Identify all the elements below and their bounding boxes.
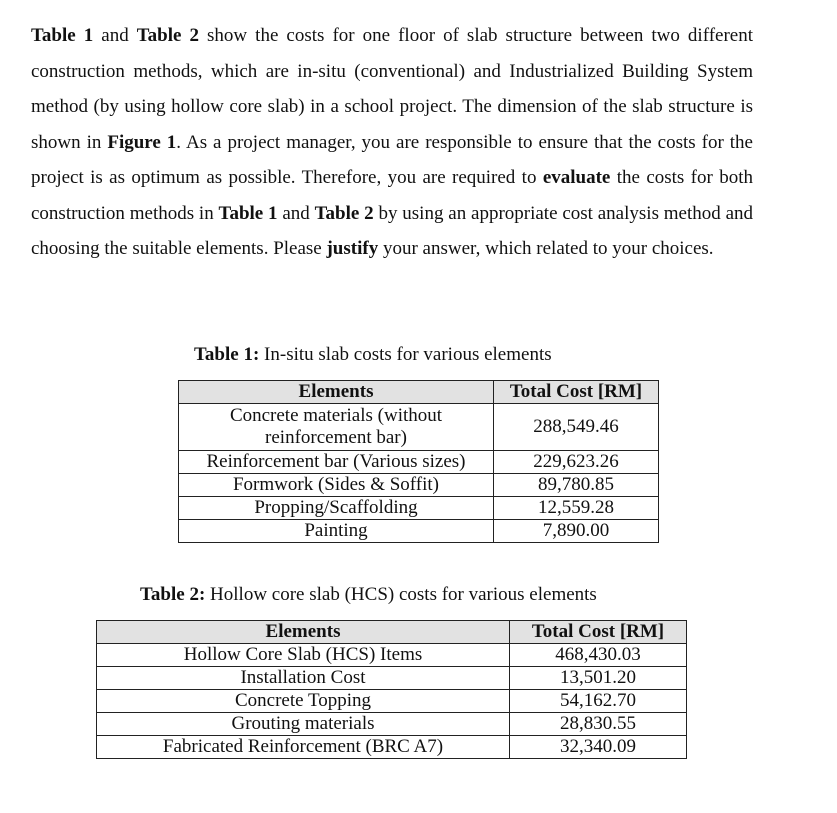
table-2 [96, 620, 687, 759]
text-span: and [93, 25, 137, 46]
table-row [179, 474, 659, 497]
header-elements: Elements [179, 381, 494, 404]
keyword-justify: justify [326, 238, 379, 259]
cost-cell: 28,830.55 [510, 713, 687, 736]
header-total-cost: Total Cost [RM] [494, 381, 659, 404]
table-1 [178, 380, 659, 543]
text-span: and [277, 202, 315, 224]
text-span: show the costs for one floor of slab structure between two different construction methods, which are in-situ (conventional) and Industrialized Building System method (by using hollow core slab) in a school project. The dimension of the slab structure is shown in [31, 25, 753, 153]
element-cell: Concrete materials (without reinforcement bar) [179, 404, 494, 451]
element-cell: Installation Cost [97, 667, 510, 690]
table-header-row [179, 381, 659, 404]
table-2-caption [140, 584, 597, 606]
cost-cell: 13,501.20 [510, 667, 687, 690]
table-1-caption [194, 344, 552, 366]
table-row [179, 404, 659, 451]
element-cell: Formwork (Sides & Soffit) [179, 474, 494, 497]
header-elements: Elements [97, 621, 510, 644]
caption-label: Table 1: [194, 344, 260, 365]
table-row [179, 451, 659, 474]
text-span: . As a project manager, you are responsible to ensure that the costs for the project is as optimum as possible. Therefore, you are required to [31, 131, 753, 188]
cost-cell: 32,340.09 [510, 736, 687, 759]
element-cell: Concrete Topping [97, 690, 510, 713]
cost-cell: 89,780.85 [494, 474, 659, 497]
element-cell: Fabricated Reinforcement (BRC A7) [97, 736, 510, 759]
table-row [97, 690, 687, 713]
ref-table-2: Table 2 [314, 202, 374, 224]
text-span: the costs for both construction methods in [31, 167, 753, 224]
cost-cell: 7,890.00 [494, 520, 659, 543]
table-row [97, 736, 687, 759]
caption-label: Table 2: [140, 584, 206, 605]
table-header-row [97, 621, 687, 644]
table-row [97, 667, 687, 690]
caption-text: Hollow core slab (HCS) costs for various elements [205, 584, 597, 605]
text-span: your answer, which related to your choices. [378, 238, 714, 259]
element-cell: Hollow Core Slab (HCS) Items [97, 644, 510, 667]
keyword-evaluate: evaluate [542, 167, 611, 188]
element-cell: Reinforcement bar (Various sizes) [179, 451, 494, 474]
table-row [97, 644, 687, 667]
cost-cell: 229,623.26 [494, 451, 659, 474]
table-row [179, 520, 659, 543]
cost-cell: 54,162.70 [510, 690, 687, 713]
header-total-cost: Total Cost [RM] [510, 621, 687, 644]
table-row [97, 713, 687, 736]
element-cell: Propping/Scaffolding [179, 497, 494, 520]
element-cell: Grouting materials [97, 713, 510, 736]
ref-table-1: Table 1 [31, 25, 94, 46]
element-cell: Painting [179, 520, 494, 543]
ref-table-1: Table 1 [218, 202, 278, 224]
cost-cell: 288,549.46 [494, 404, 659, 451]
ref-figure-1: Figure 1 [107, 131, 177, 153]
question-paragraph [31, 18, 753, 267]
ref-table-2: Table 2 [136, 25, 199, 46]
table-row [179, 497, 659, 520]
cost-cell: 12,559.28 [494, 497, 659, 520]
caption-text: In-situ slab costs for various elements [259, 344, 552, 365]
text-span: by using an appropriate cost analysis method and choosing the suitable elements. Please [31, 202, 754, 259]
cost-cell: 468,430.03 [510, 644, 687, 667]
